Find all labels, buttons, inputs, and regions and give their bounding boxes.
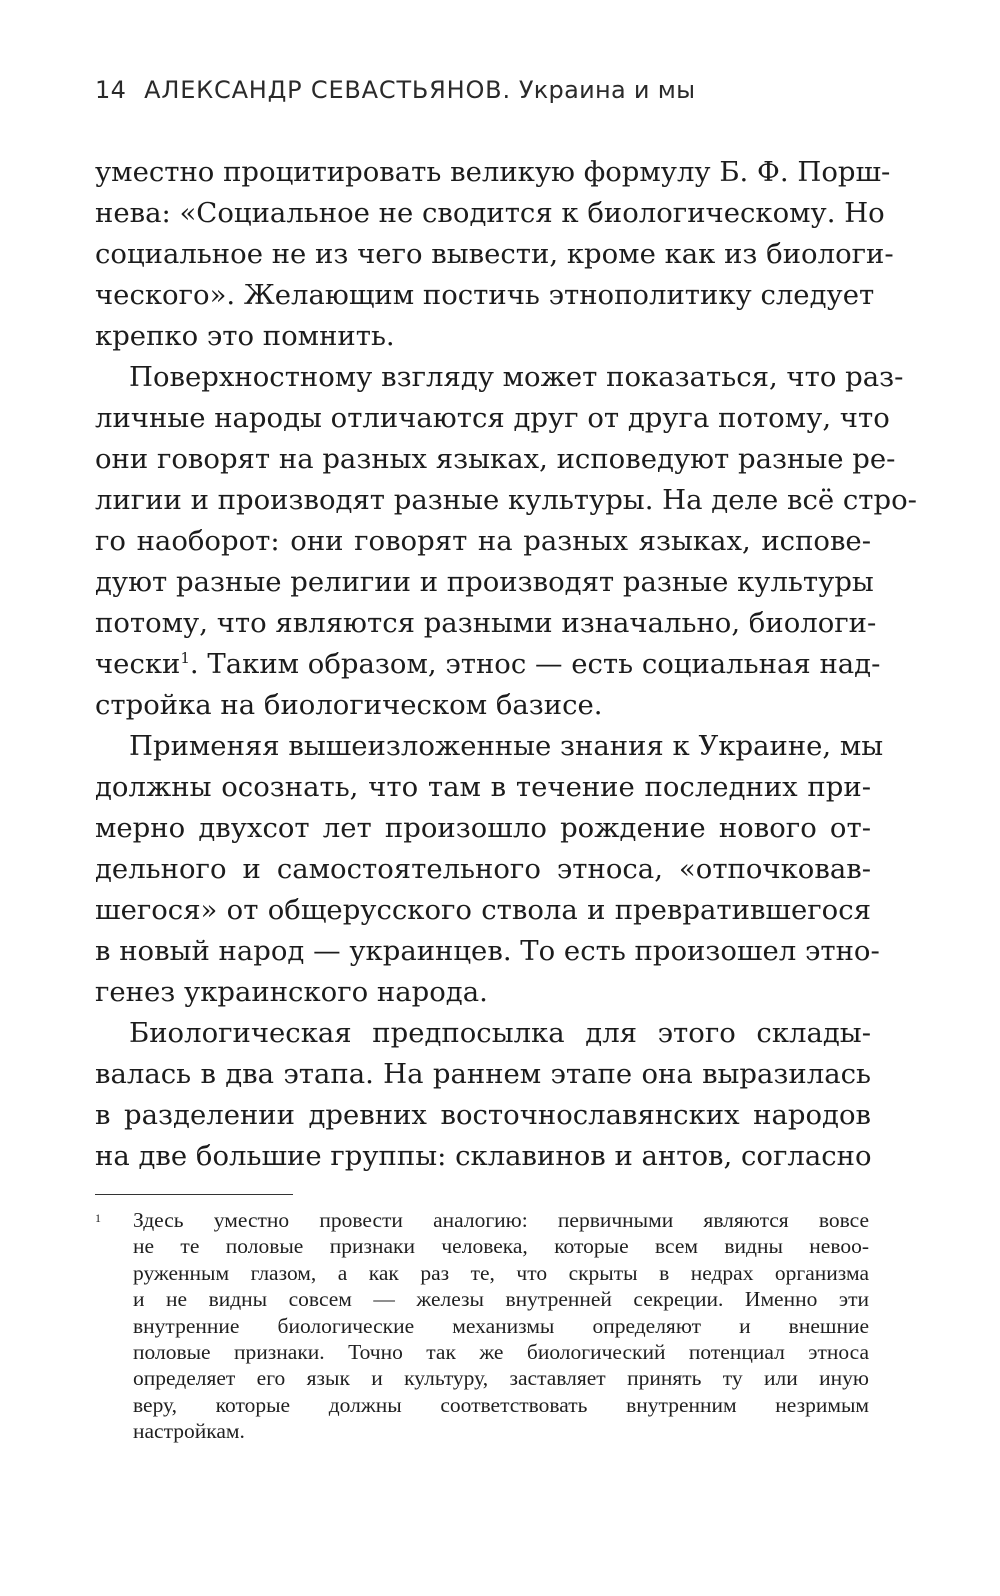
text-line: на две большие группы: склавинов и антов, согласно [95,1140,872,1172]
footnote [95,1207,871,1445]
text-line: в новый народ — украинцев. То есть произошел этно- [95,935,880,967]
footnote-line: определяет его язык и культуру, заставляет принять ту или иную [133,1366,869,1391]
footnote-line: не те половые признаки человека, которые всем видны невоо- [133,1234,869,1259]
text-line: нева: «Социальное не сводится к биологическому. Но [95,197,885,229]
text-line-with-footnote-ref [95,644,881,685]
text-line: дельного и самостоятельного этноса, «отпочковав- [95,853,871,885]
text-fragment: чески [95,648,181,680]
text-fragment: . Таким образом, этнос — есть социальная над- [189,648,881,680]
text-line: лигии и производят разные культуры. На деле всё стро- [95,484,917,516]
text-line: ческого». Желающим постичь этнополитику следует [95,279,875,311]
running-head [95,76,695,104]
text-line: личные народы отличаются друг от друга потому, что [95,402,890,434]
footnote-line: внутренние биологические механизмы определяют и внешние [133,1313,869,1338]
text-line: потому, что являются разными изначально, биологи- [95,607,877,639]
text-line: должны осознать, что там в течение последних при- [95,771,871,803]
text-line: крепко это помнить. [95,320,395,352]
text-line: валась в два этапа. На раннем этапе она выразилась [95,1058,871,1090]
text-line: мерно двухсот лет произошло рождение нового от- [95,812,871,844]
running-head-title: Украина и мы [518,76,696,104]
text-line: они говорят на разных языках, исповедуют разные ре- [95,443,896,475]
footnote-body [133,1207,869,1445]
footnote-mark: 1 [95,1211,101,1225]
text-line: стройка на биологическом базисе. [95,689,603,721]
footnote-line: и не видны совсем — железы внутренней секреции. Именно эти [133,1287,869,1312]
footnote-line: половые признаки. Точно так же биологический потенциал этноса [133,1340,869,1365]
text-line: Применяя вышеизложенные знания к Украине, мы [129,730,884,762]
text-line: генез украинского народа. [95,976,488,1008]
text-line: уместно процитировать великую формулу Б. Ф. Порш- [95,156,891,188]
footnote-line: Здесь уместно провести аналогию: первичными являются вовсе [133,1208,869,1232]
text-line: Поверхностному взгляду может показаться, что раз- [129,361,904,393]
text-line: шегося» от общерусского ствола и превратившегося [95,894,871,926]
footnote-line: веру, которые должны соответствовать внутренним незримым [133,1392,869,1417]
running-head-author: АЛЕКСАНДР СЕВАСТЬЯНОВ. [144,76,511,104]
paragraph [95,357,917,726]
text-line: в разделении древних восточнославянских народов [95,1099,871,1131]
footnote-reference[interactable]: 1 [180,648,190,667]
text-line: Биологическая предпосылка для этого склады- [129,1017,871,1049]
page-number: 14 [95,76,127,104]
main-text [95,152,917,1177]
footnote-line: руженным глазом, а как раз те, что скрыты в недрах организма [133,1260,869,1285]
text-line: го наоборот: они говорят на разных языках, испове- [95,525,871,557]
paragraph [95,726,884,1013]
paragraph [95,1013,871,1177]
text-line: дуют разные религии и производят разные культуры [95,566,874,598]
footnote-line: настройкам. [133,1419,245,1444]
paragraph [95,152,894,357]
footnote-divider [95,1194,293,1195]
text-line: социальное не из чего вывести, кроме как из биологи- [95,238,894,270]
